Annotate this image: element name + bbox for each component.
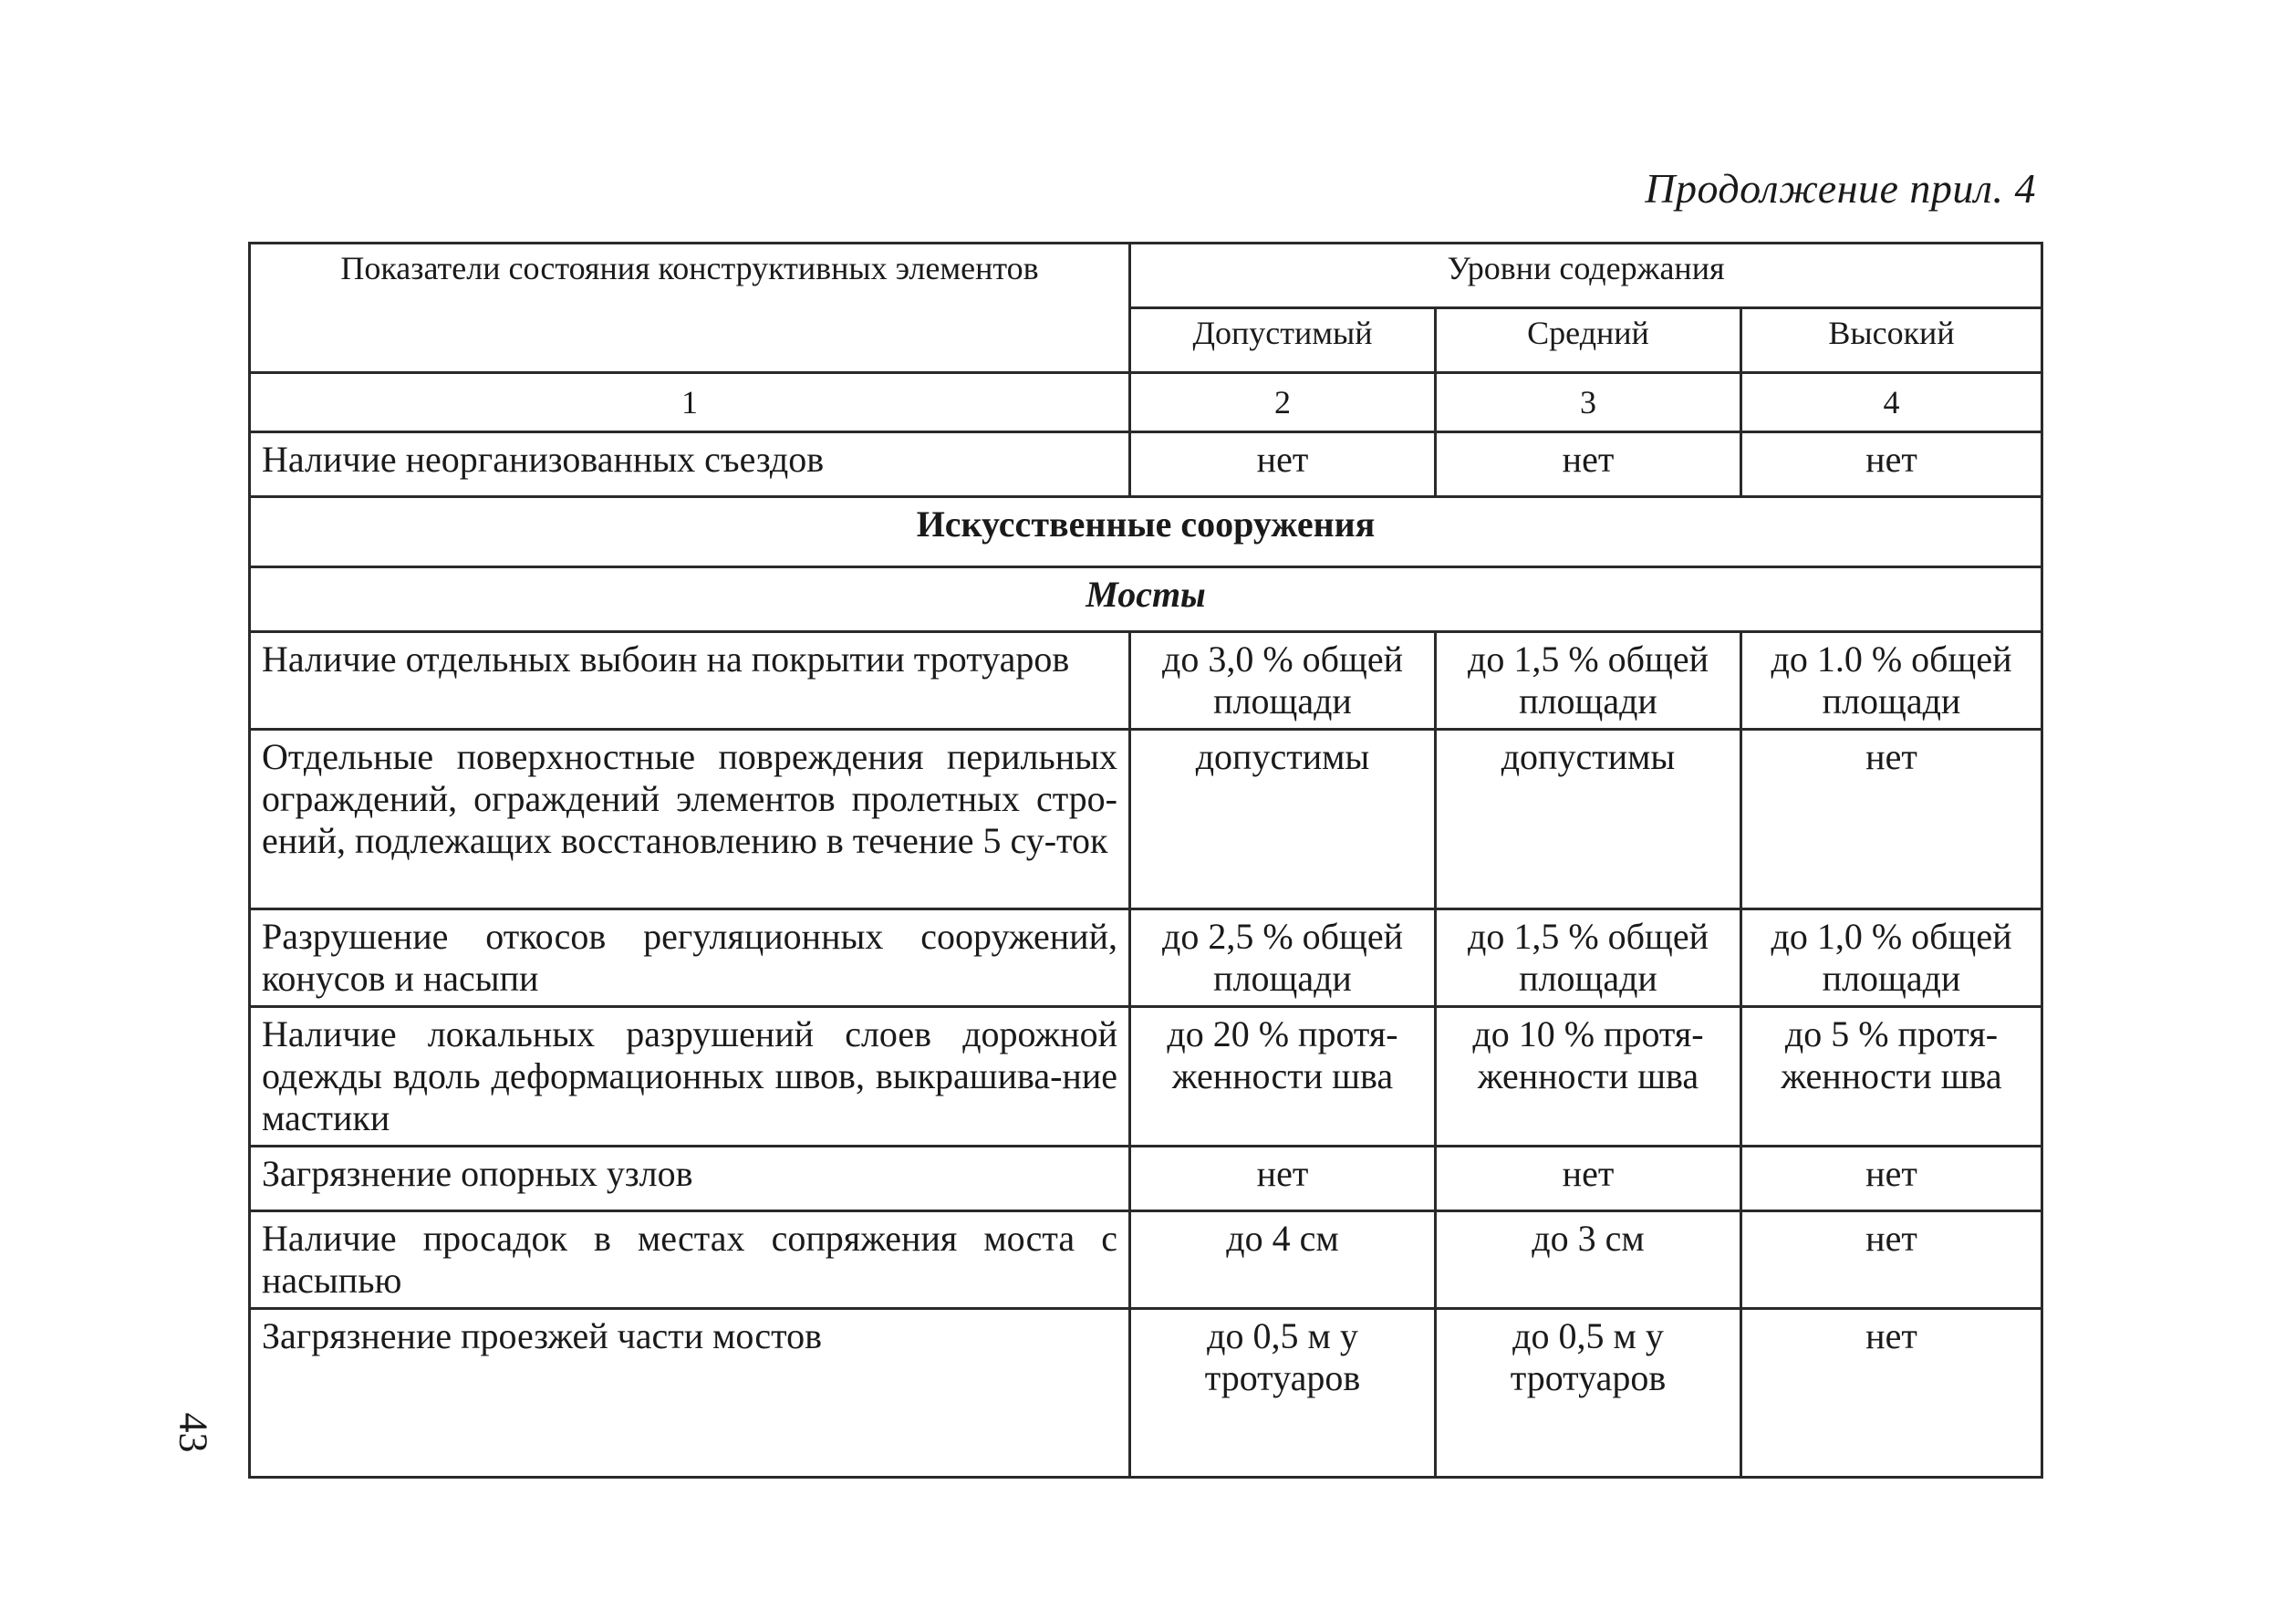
row-value-medium: нет	[1436, 432, 1741, 497]
subsection-row	[250, 567, 2042, 632]
page-number: 43	[171, 1412, 216, 1453]
column-number: 4	[1741, 373, 2042, 432]
row-value-medium: до 1,5 % общей площади	[1436, 909, 1741, 1007]
row-value-acceptable: нет	[1130, 1147, 1436, 1211]
row-value-high: нет	[1741, 1147, 2042, 1211]
row-value-high: нет	[1741, 432, 2042, 497]
row-value-high: до 5 % протя-женности шва	[1741, 1007, 2042, 1147]
table-row	[250, 1007, 2042, 1147]
header-levels: Уровни содержания	[1130, 244, 2042, 308]
header-level-high: Высокий	[1741, 308, 2042, 373]
row-indicator: Наличие неорганизованных съездов	[250, 432, 1130, 497]
row-value-acceptable: до 3,0 % общей площади	[1130, 632, 1436, 730]
row-value-medium: допустимы	[1436, 730, 1741, 909]
header-level-medium: Средний	[1436, 308, 1741, 373]
column-numbers-row	[250, 373, 2042, 432]
row-value-high: до 1.0 % общей площади	[1741, 632, 2042, 730]
header-indicators: Показатели состояния конструктивных элементов	[250, 244, 1130, 373]
table-row	[250, 730, 2042, 909]
row-value-acceptable: до 20 % протя-женности шва	[1130, 1007, 1436, 1147]
column-number: 2	[1130, 373, 1436, 432]
table-row	[250, 1147, 2042, 1211]
table-row	[250, 1211, 2042, 1309]
maintenance-levels-table	[248, 242, 2043, 1479]
table-row	[250, 909, 2042, 1007]
row-value-acceptable: до 0,5 м у тротуаров	[1130, 1309, 1436, 1478]
subsection-title: Мосты	[250, 567, 2042, 632]
row-indicator: Разрушение откосов регуляционных сооружений, конусов и насыпи	[250, 909, 1130, 1007]
table-row	[250, 632, 2042, 730]
row-value-acceptable: допустимы	[1130, 730, 1436, 909]
header-level-acceptable: Допустимый	[1130, 308, 1436, 373]
row-indicator: Наличие отдельных выбоин на покрытии тротуаров	[250, 632, 1130, 730]
row-indicator: Наличие локальных разрушений слоев дорожной одежды вдоль деформационных швов, выкрашива-ние мастики	[250, 1007, 1130, 1147]
row-value-medium: до 1,5 % общей площади	[1436, 632, 1741, 730]
row-indicator: Наличие просадок в местах сопряжения моста с насыпью	[250, 1211, 1130, 1309]
row-indicator: Загрязнение опорных узлов	[250, 1147, 1130, 1211]
row-value-medium: до 10 % протя-женности шва	[1436, 1007, 1741, 1147]
table-header-row	[250, 244, 2042, 308]
row-value-acceptable: до 4 см	[1130, 1211, 1436, 1309]
row-value-high: нет	[1741, 1309, 2042, 1478]
row-value-medium: до 3 см	[1436, 1211, 1741, 1309]
column-number: 1	[250, 373, 1130, 432]
row-indicator: Отдельные поверхностные повреждения перильных ограждений, ограждений элементов пролетных стро-ений, подлежащих восстановлению в течение 5 су-ток	[250, 730, 1130, 909]
appendix-continuation-label: Продолжение прил. 4	[1645, 165, 2036, 212]
row-value-acceptable: до 2,5 % общей площади	[1130, 909, 1436, 1007]
row-value-high: до 1,0 % общей площади	[1741, 909, 2042, 1007]
row-value-medium: нет	[1436, 1147, 1741, 1211]
row-value-acceptable: нет	[1130, 432, 1436, 497]
table-row	[250, 432, 2042, 497]
column-number: 3	[1436, 373, 1741, 432]
row-value-high: нет	[1741, 1211, 2042, 1309]
row-value-high: нет	[1741, 730, 2042, 909]
row-value-medium: до 0,5 м у тротуаров	[1436, 1309, 1741, 1478]
table-row	[250, 1309, 2042, 1478]
row-indicator: Загрязнение проезжей части мостов	[250, 1309, 1130, 1478]
section-title: Искусственные сооружения	[250, 497, 2042, 567]
section-row	[250, 497, 2042, 567]
